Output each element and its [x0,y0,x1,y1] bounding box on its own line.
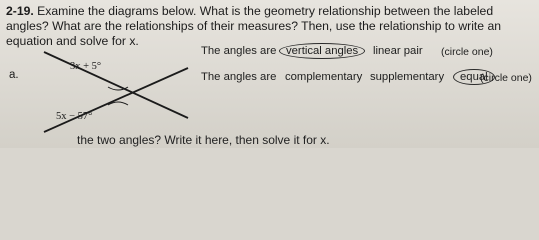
equation-instruction: the two angles? Write it here, then solve it for x. [77,133,330,147]
angle-label-top: 3x + 5° [70,61,102,72]
row2-option3-label: equal [453,69,495,85]
row1-option1-label: vertical angles [279,43,365,59]
line-two [44,68,188,132]
row1-circle-one-note: (circle one) [441,46,493,58]
angle-label-bottom: 5x − 57° [56,111,93,122]
problem-text: Examine the diagrams below. What is the geometry relationship between the labeled angles? What are the relationships of their measures? Then, use the relationship to write an equation and solve for x. [6,4,502,48]
diagram-svg [38,50,188,140]
problem-number: 2-19. [6,4,34,18]
problem-statement [6,4,532,49]
row1-option-vertical-angles[interactable] [286,45,365,57]
row2-prefix: The angles are [201,71,277,83]
part-a-label: a. [9,69,19,81]
row2-option-complementary[interactable]: complementary [285,71,363,83]
line-one [44,52,188,118]
row1-option-linear-pair[interactable]: linear pair [373,45,423,57]
row2-circle-one-note: (circle one) [480,72,532,84]
intersecting-lines-diagram [38,50,188,140]
row2-option-supplementary[interactable]: supplementary [370,71,445,83]
row1-prefix: The angles are [201,45,277,57]
